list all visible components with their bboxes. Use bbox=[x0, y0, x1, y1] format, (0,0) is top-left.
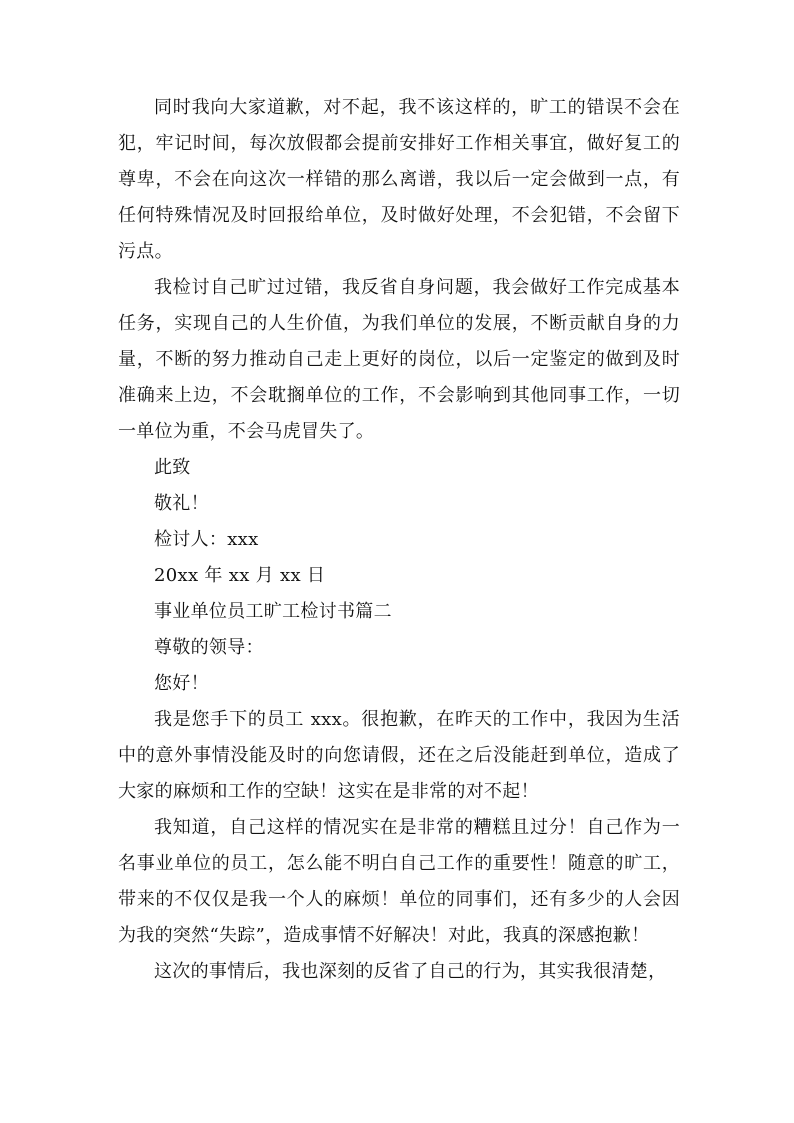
paragraph-reflection: 我知道，自己这样的情况实在是非常的糟糕且过分！自己作为一名事业单位的员工，怎么能不明白自己工作的重要性！随意的旷工，带来的不仅仅是我一个人的麻烦！单位的同事们，还有多少的人会因为我的突然“失踪”，造成事情不好解决！对此，我真的深感抱歉！ bbox=[118, 817, 680, 946]
document-body bbox=[118, 90, 680, 990]
closing-line: 此致 bbox=[154, 457, 191, 478]
paragraph-self-review: 我检讨自己旷过过错，我反省自身问题，我会做好工作完成基本任务，实现自己的人生价值，为我们单位的发展，不断贡献自身的力量，不断的努力推动自己走上更好的岗位，以后一定鉴定的做到及时准确来上边，不会耽搁单位的工作，不会影响到其他同事工作，一切一单位为重，不会马虎冒失了。 bbox=[118, 277, 680, 442]
salute-line: 敬礼！ bbox=[154, 493, 209, 514]
paragraph-apology: 同时我向大家道歉，对不起，我不该这样的，旷工的错误不会在犯，牢记时间，每次放假都会提前安排好工作相关事宜，做好复工的尊卑，不会在向这次一样错的那么离谱，我以后一定会做到一点，有任何特殊情况及时回报给单位，及时做好处理，不会犯错，不会留下污点。 bbox=[118, 97, 680, 262]
signer-line: 检讨人：xxx bbox=[154, 529, 259, 550]
addressee-line: 尊敬的领导： bbox=[154, 637, 264, 658]
greeting-line: 您好！ bbox=[154, 673, 209, 694]
section-title: 事业单位员工旷工检讨书篇二 bbox=[154, 601, 392, 622]
paragraph-continuation: 这次的事情后，我也深刻的反省了自己的行为，其实我很清楚， bbox=[154, 961, 667, 982]
paragraph-incident: 我是您手下的员工 xxx。很抱歉，在昨天的工作中，我因为生活中的意外事情没能及时的向您请假，还在之后没能赶到单位，造成了大家的麻烦和工作的空缺！这实在是非常的对不起！ bbox=[118, 709, 680, 802]
date-line: 20xx 年 xx 月 xx 日 bbox=[154, 565, 326, 586]
